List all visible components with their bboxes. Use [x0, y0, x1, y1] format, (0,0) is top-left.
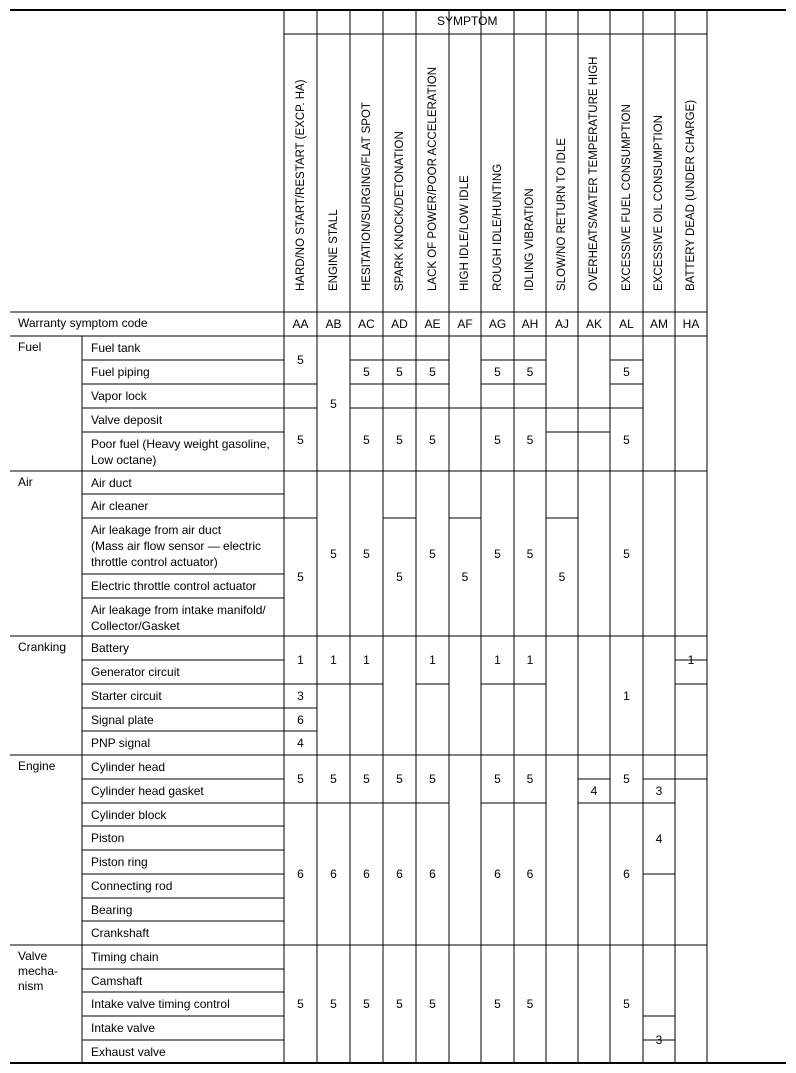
item-label: Piston ring — [91, 855, 148, 869]
symptom-value: 5 — [494, 365, 501, 379]
symptom-value: 5 — [461, 570, 469, 584]
warranty-code: AF — [457, 317, 473, 331]
symptom-value: 4 — [655, 831, 663, 846]
symptom-value: 5 — [429, 997, 436, 1011]
item-label: Cylinder head — [91, 760, 166, 774]
symptom-value: 6 — [623, 867, 630, 881]
group-label: Valve mecha- nism — [18, 949, 59, 993]
symptom-value: 5 — [558, 570, 566, 584]
item-label: Signal plate — [91, 713, 154, 727]
group-label: Fuel — [18, 340, 42, 354]
symptom-value: 5 — [526, 997, 534, 1011]
warranty-code: HA — [682, 317, 700, 331]
symptom-value: 5 — [363, 546, 370, 561]
symptom-value: 5 — [297, 432, 304, 447]
symptom-value: 5 — [494, 997, 501, 1011]
item-label: Fuel piping — [91, 365, 150, 379]
warranty-code: AD — [391, 317, 408, 331]
symptom-value: 1 — [526, 653, 534, 667]
symptom-value: 1 — [330, 653, 337, 667]
symptom-value: 4 — [297, 736, 304, 750]
item-label: Intake valve — [91, 1021, 156, 1035]
symptom-value: 5 — [623, 365, 630, 379]
item-label: Camshaft — [91, 974, 143, 988]
item-label: Poor fuel (Heavy weight gasoline, Low octane) — [91, 437, 270, 467]
group-label: Air — [18, 475, 33, 489]
symptom-value: 5 — [297, 570, 304, 584]
symptom-value: 5 — [297, 772, 304, 786]
symptom-value: 3 — [655, 1032, 663, 1047]
symptom-value: 5 — [330, 997, 337, 1011]
symptom-value: 5 — [297, 353, 304, 367]
symptom-value: 5 — [494, 432, 501, 447]
item-label: Bearing — [91, 903, 133, 917]
symptom-value: 5 — [429, 546, 436, 561]
symptom-value: 5 — [429, 432, 436, 447]
warranty-code: AK — [585, 317, 602, 331]
symptom-value: 6 — [330, 867, 337, 881]
symptom-value: 6 — [526, 867, 534, 881]
item-label: Electric throttle control actuator — [91, 579, 257, 593]
symptom-column-label: HIGH IDLE/LOW IDLE — [459, 175, 471, 291]
symptom-value: 3 — [297, 689, 304, 703]
symptom-value: 5 — [396, 772, 403, 786]
symptom-value: 1 — [687, 653, 695, 667]
item-label: Valve deposit — [91, 413, 163, 427]
warranty-code: AB — [325, 317, 342, 331]
warranty-code: AA — [292, 317, 309, 331]
symptom-value: 1 — [494, 653, 501, 667]
warranty-symptom-code-label: Warranty symptom code — [18, 316, 148, 330]
symptom-value: 4 — [590, 784, 598, 798]
symptom-value: 5 — [363, 365, 370, 379]
symptom-column-label: ROUGH IDLE/HUNTING — [491, 163, 504, 291]
item-label: Starter circuit — [91, 689, 162, 703]
group-label: Cranking — [18, 640, 67, 654]
symptom-value: 5 — [429, 772, 436, 786]
warranty-code: AH — [521, 317, 539, 331]
symptom-value: 5 — [526, 546, 534, 561]
symptom-value: 5 — [494, 772, 501, 786]
symptom-value: 5 — [526, 432, 534, 447]
item-label: Fuel tank — [91, 341, 141, 355]
symptom-column-label: BATTERY DEAD (UNDER CHARGE) — [685, 99, 697, 291]
symptom-value: 5 — [330, 772, 337, 786]
item-label: Cylinder block — [91, 808, 167, 822]
symptom-value: 1 — [363, 653, 370, 667]
item-label: Generator circuit — [91, 665, 180, 679]
symptom-value: 3 — [655, 784, 663, 798]
item-label: Connecting rod — [91, 879, 173, 893]
symptom-column-label: HESITATION/SURGING/FLAT SPOT — [360, 102, 373, 291]
symptom-value: 5 — [623, 772, 630, 786]
item-label: Cylinder head gasket — [91, 784, 204, 798]
symptom-column-label: HARD/NO START/RESTART (EXCP. HA) — [294, 79, 307, 291]
symptom-value: 5 — [396, 570, 403, 584]
symptom-value: 5 — [363, 432, 370, 447]
item-label: Exhaust valve — [91, 1045, 166, 1059]
symptom-column-label: EXCESSIVE FUEL CONSUMPTION — [620, 104, 633, 291]
warranty-code: AJ — [554, 317, 569, 331]
symptom-value: 5 — [429, 365, 436, 379]
symptom-value: 5 — [494, 546, 501, 561]
warranty-code: AL — [619, 317, 634, 331]
item-label: Vapor lock — [91, 389, 147, 403]
symptom-column-label: OVERHEATS/WATER TEMPERATURE HIGH — [588, 56, 600, 291]
symptom-value: 1 — [297, 653, 304, 667]
symptom-value: 5 — [526, 365, 534, 379]
item-label: Air leakage from intake manifold/ Collector/Gasket — [91, 603, 266, 633]
symptom-value: 6 — [363, 867, 370, 881]
symptom-value: 5 — [396, 432, 403, 447]
symptom-value: 1 — [429, 653, 436, 667]
symptom-column-label: SLOW/NO RETURN TO IDLE — [556, 138, 568, 291]
symptom-heading: SYMPTOM — [437, 14, 498, 28]
symptom-value: 5 — [330, 396, 337, 411]
symptom-value: 5 — [363, 772, 370, 786]
symptom-column-label: EXCESSIVE OIL CONSUMPTION — [653, 115, 665, 291]
symptom-column-label: SPARK KNOCK/DETONATION — [393, 131, 406, 291]
symptom-column-label: IDLING VIBRATION — [524, 188, 536, 291]
symptom-value: 5 — [363, 997, 370, 1011]
item-label: Intake valve timing control — [91, 997, 230, 1011]
item-label: Piston — [91, 831, 125, 845]
symptom-value: 6 — [396, 867, 403, 881]
symptom-value: 5 — [623, 546, 630, 561]
symptom-column-label: LACK OF POWER/POOR ACCELERATION — [426, 66, 439, 291]
symptom-value: 1 — [623, 688, 630, 703]
item-label: Air duct — [91, 476, 132, 490]
warranty-code: AM — [650, 317, 668, 331]
symptom-value: 5 — [623, 997, 630, 1011]
symptom-value: 6 — [297, 867, 304, 881]
symptom-value: 5 — [623, 432, 630, 447]
symptom-value: 5 — [330, 546, 337, 561]
item-label: Timing chain — [91, 950, 159, 964]
symptom-value: 5 — [396, 365, 403, 379]
symptom-value: 5 — [526, 772, 534, 786]
symptom-value: 6 — [297, 712, 304, 727]
item-label: Air leakage from air duct (Mass air flow sensor — electric throttle control actuator) — [91, 523, 262, 569]
item-label: Air cleaner — [91, 499, 149, 513]
symptom-value: 5 — [297, 997, 304, 1011]
symptom-value: 6 — [429, 867, 436, 881]
item-label: Battery — [91, 641, 130, 655]
symptom-value: 5 — [396, 997, 403, 1011]
warranty-code: AG — [488, 317, 507, 331]
item-label: Crankshaft — [91, 926, 150, 940]
group-label: Engine — [18, 759, 56, 773]
symptom-value: 6 — [494, 867, 501, 881]
warranty-code: AE — [424, 317, 441, 331]
symptom-column-label: ENGINE STALL — [327, 209, 340, 291]
warranty-code: AC — [358, 317, 375, 331]
item-label: PNP signal — [91, 736, 151, 750]
